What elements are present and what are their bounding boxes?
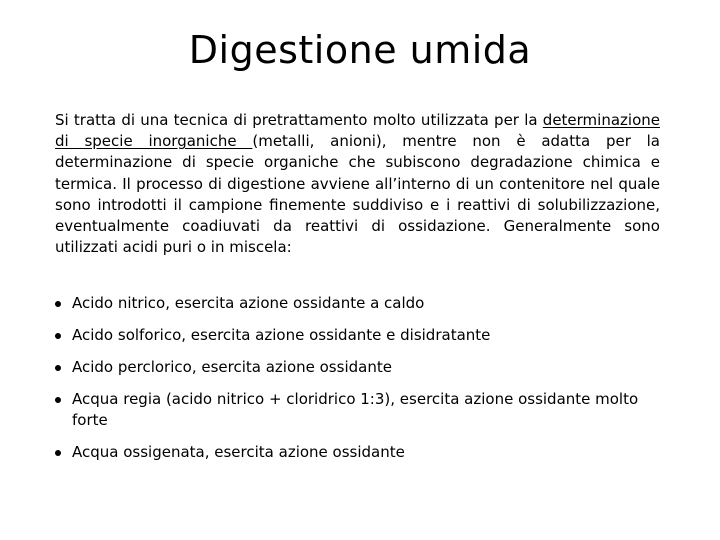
list-item-text: Acido solforico, esercita azione ossidante e disidratante <box>72 326 491 344</box>
bullet-dot-icon <box>55 365 61 371</box>
list-item-text: Acqua ossigenata, esercita azione ossidante <box>72 443 405 461</box>
acid-list <box>55 293 660 474</box>
bullet-dot-icon <box>55 397 61 403</box>
list-item <box>55 325 660 346</box>
list-item-text: Acqua regia (acido nitrico + cloridrico 1:3), esercita azione ossidante molto forte <box>72 390 639 429</box>
body-paragraph <box>55 110 660 258</box>
paragraph-emphasis: determinazione di specie inorganiche <box>55 111 660 151</box>
slide-title: Digestione umida <box>188 28 532 72</box>
list-item <box>55 442 660 463</box>
bullet-dot-icon <box>55 450 61 456</box>
list-item <box>55 389 660 431</box>
list-item <box>55 357 660 378</box>
bullet-dot-icon <box>55 333 61 339</box>
bullet-dot-icon <box>55 301 61 307</box>
list-item-text: Acido perclorico, esercita azione ossidante <box>72 358 392 376</box>
list-item-text: Acido nitrico, esercita azione ossidante a caldo <box>72 294 425 312</box>
list-item <box>55 293 660 314</box>
paragraph-rest: (metalli, anioni), mentre non è adatta per la determinazione di specie organiche che subiscono degradazione chimica e termica. Il processo di digestione avviene all’interno di un contenitore nel quale sono introdotti il campione finemente suddiviso e i reattivi di solubilizzazione, eventualmente coadiuvati da reattivi di ossidazione. Generalmente sono utilizzati acidi puri o in miscela: <box>55 132 661 257</box>
paragraph-intro: Si tratta di una tecnica di pretrattamento molto utilizzata per la <box>55 111 543 129</box>
